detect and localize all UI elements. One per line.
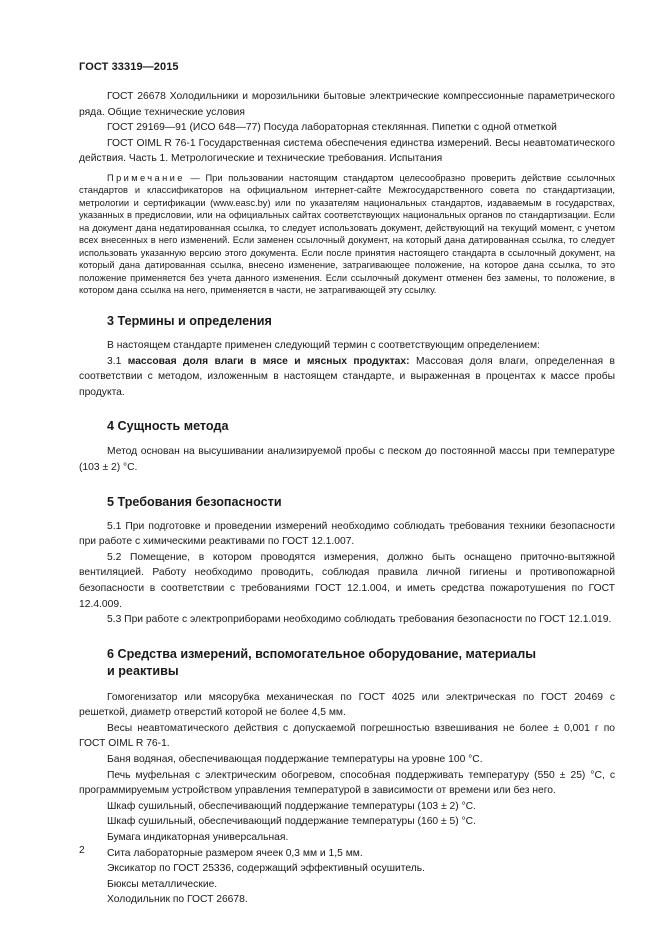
section-5-2: 5.2 Помещение, в котором проводятся измерения, должно быть оснащено приточно-вытяжной вентиляцией. Работу необходимо проводить, соблюдая правила личной гигиены и противопожарной безопасности в соответствии с требованиями ГОСТ 12.1.004, и иметь средства пожаротушения по ГОСТ 12.4.009. [79,551,615,610]
term-definition [79,354,615,401]
equipment-item: Холодильник по ГОСТ 26678. [107,894,248,906]
reference-item: ГОСТ 26678 Холодильники и морозильники бытовые электрические компрессионные параметрического ряда. Общие технические условия [79,91,615,118]
equipment-item: Баня водяная, обеспечивающая поддержание температуры на уровне 100 °С. [107,754,483,766]
note-label: Примечание [107,172,185,183]
section-6-title [79,646,615,680]
section-5-1: 5.1 При подготовке и проведении измерений необходимо соблюдать требования техники безопасности при работе с химическими реактивами по ГОСТ 12.1.007. [79,520,615,548]
section-3-title: 3 Термины и определения [107,313,272,328]
section-4-title: 4 Сущность метода [107,419,229,434]
reference-item: ГОСТ 29169—91 (ИСО 648—77) Посуда лабораторная стеклянная. Пипетки с одной отметкой [107,122,557,134]
equipment-item: Шкаф сушильный, обеспечивающий поддержание температуры (160 ± 5) °С. [107,816,476,828]
equipment-item: Бумага индикаторная универсальная. [107,832,289,844]
equipment-item: Шкаф сушильный, обеспечивающий поддержание температуры (103 ± 2) °С. [107,800,476,812]
section-4-text: Метод основан на высушивании анализируемой пробы с песком до постоянной массы при температуре (103 ± 2) °С. [79,446,615,473]
note-text: При пользовании настоящим стандартом целесообразно проверить действие ссылочных стандартов и классификаторов на официальном интернет-сайте Межгосударственного совета по стандартизации, метрологии и сертификации (www.easc.by) или по указателям национальных стандартов, издаваемым в государствах, указанных в предисловии, или на официальных сайтах соответствующих национальных органов по стандартизации. Если на документ дана недатированная ссылка, то следует использовать документ, действующий на текущий момент, с учетом всех внесенных в него изменений. Если заменен ссылочный документ, на который дана датированная ссылка, то следует использовать указанную версию этого документа. Если после принятия настоящего стандарта в ссылочный документ, на который дана датированная ссылка, внесено изменение, затрагивающее положение, на которое дана ссылка, то это положение применяется без учета данного изменения. Если ссылочный документ отменен без замены, то положение, в котором дана ссылка на него, применяется в части, не затрагивающей эту ссылку. [79,172,615,296]
references-note [79,172,615,297]
section-5-3: 5.3 При работе с электроприборами необходимо соблюдать требования безопасности по ГОСТ 12.1.019. [107,614,612,626]
term-name: массовая доля влаги в мясе и мясных продуктах: [127,355,410,367]
note-dash: — [184,172,206,183]
document-body [79,89,615,908]
section-5-title: 5 Требования безопасности [107,494,282,509]
equipment-list [79,690,615,908]
reference-item: ГОСТ OIML R 76-1 Государственная система обеспечения единства измерений. Весы неавтоматического действия. Часть 1. Метрологические и технические требования. Испытания [79,137,615,165]
equipment-item: Сита лабораторные размером ячеек 0,3 мм и 1,5 мм. [107,847,363,859]
term-number: 3.1 [107,355,128,367]
equipment-item: Эксикатор по ГОСТ 25336, содержащий эффективный осушитель. [107,863,425,875]
section-6-title-line2: и реактивы [107,663,179,678]
term-definition-text: Массовая доля влаги, определенная в соответствии с методом, изложенным в настоящем стандарте, и выраженная в процентах к массе пробы продукта. [79,355,615,398]
equipment-item: Печь муфельная с электрическим обогревом, способная поддерживать температуру (550 ± 25) °С, с программируемым устройством управления температурой в зависимости от времени или без него. [79,769,615,797]
section-6-title-line1: 6 Средства измерений, вспомогательное оборудование, материалы [107,646,537,661]
normative-references [79,89,615,167]
section-3-intro: В настоящем стандарте применен следующий термин с соответствующим определением: [107,339,540,351]
equipment-item: Бюксы металлические. [107,878,218,890]
equipment-item: Весы неавтоматического действия с допускаемой погрешностью взвешивания не более ± 0,001 г по ГОСТ OIML R 76-1. [79,722,615,750]
document-header: ГОСТ 33319—2015 [79,61,179,73]
page-number: 2 [79,845,85,856]
equipment-item: Гомогенизатор или мясорубка механическая по ГОСТ 4025 или электрическая по ГОСТ 20469 с решеткой, диаметр отверстий которой не более 4,5 мм. [79,691,615,719]
